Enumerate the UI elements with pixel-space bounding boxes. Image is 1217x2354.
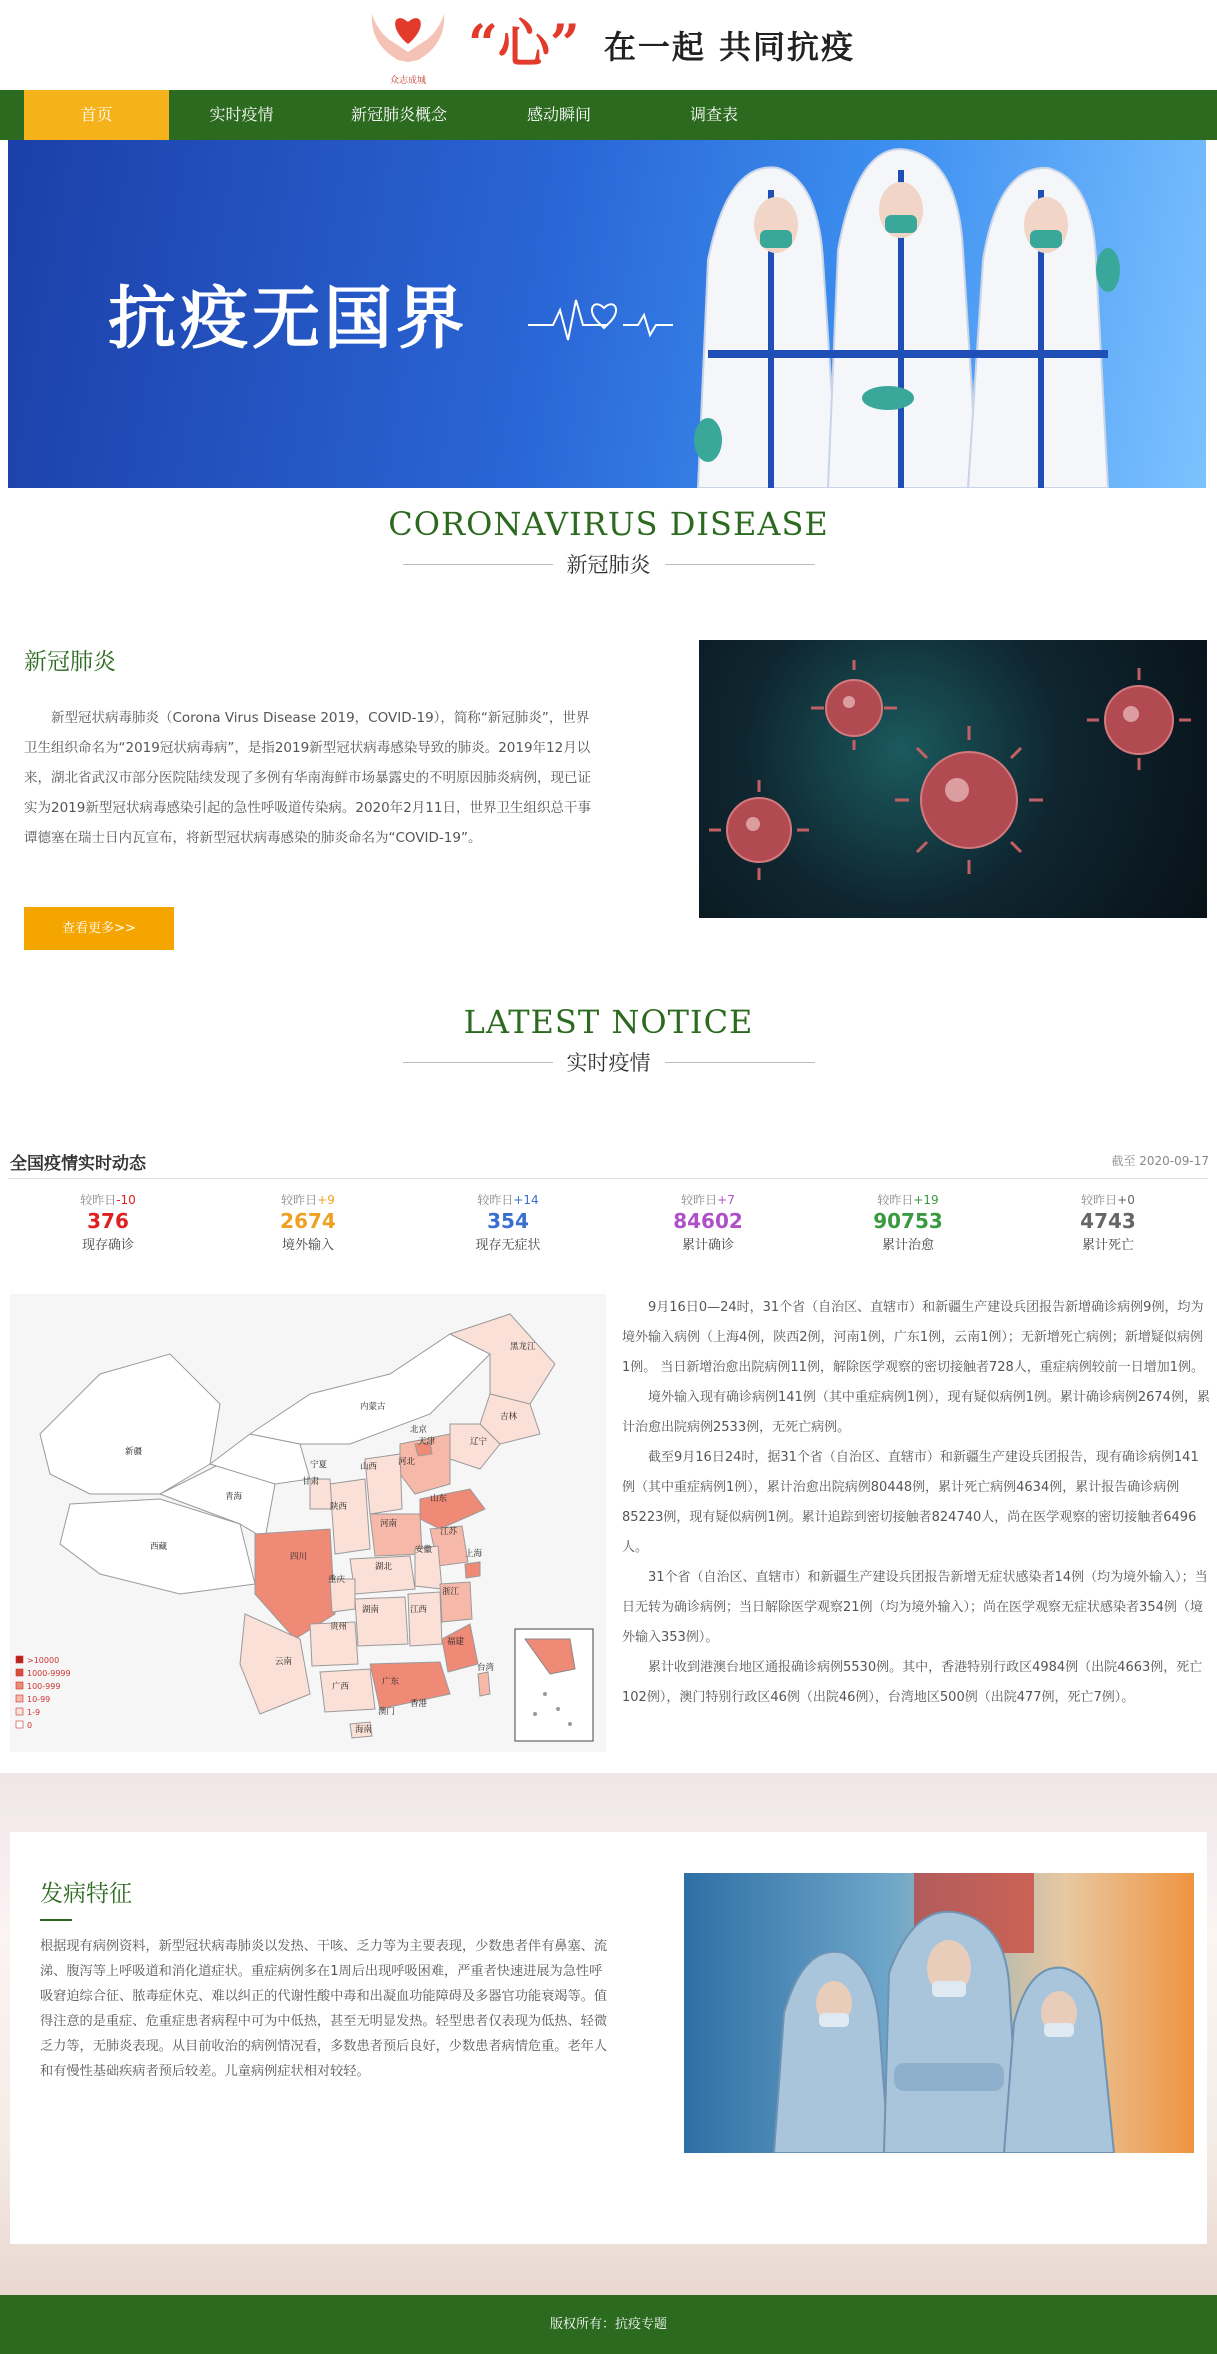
section-heading-notice xyxy=(0,1003,1217,1077)
map-province-label: 吉林 xyxy=(500,1412,518,1422)
stat-delta: +0 xyxy=(1117,1193,1135,1207)
realtime-date: 截至 2020-09-17 xyxy=(1111,1154,1209,1168)
stat-total-confirmed xyxy=(608,1191,808,1253)
nav-item-home[interactable]: 首页 xyxy=(24,90,169,140)
map-province-label: 湖南 xyxy=(362,1605,380,1615)
stats-row xyxy=(8,1191,1208,1253)
map-region-xinjiang xyxy=(40,1354,220,1494)
map-province-label: 福建 xyxy=(447,1637,465,1647)
map-province-label: 甘肃 xyxy=(302,1477,320,1487)
stat-asymptomatic xyxy=(408,1191,608,1253)
map-province-label: 江苏 xyxy=(440,1527,458,1537)
main-nav xyxy=(0,90,1217,140)
stat-delta: +14 xyxy=(513,1193,539,1207)
stat-delta: -10 xyxy=(116,1193,136,1207)
map-province-label: 陕西 xyxy=(330,1502,348,1512)
news-paragraph: 境外输入现有确诊病例141例（其中重症病例1例），现有疑似病例1例。累计确诊病例2674例，累计治愈出院病例2533例，无死亡病例。 xyxy=(622,1390,1210,1435)
map-province-label: 广东 xyxy=(382,1677,400,1687)
site-footer: 版权所有：抗疫专题 xyxy=(0,2295,1217,2354)
legend-swatch xyxy=(16,1708,23,1715)
news-paragraph: 31个省（自治区、直辖市）和新疆生产建设兵团报告新增无症状感染者14例（均为境外输入）；当日无转为确诊病例；当日解除医学观察21例（均为境外输入）；尚在医学观察无症状感染者354例（境外输入353例）。 xyxy=(622,1570,1208,1645)
news-paragraph: 累计收到港澳台地区通报确诊病例5530例。其中，香港特别行政区4984例（出院4663例，死亡102例），澳门特别行政区46例（出院46例），台湾地区500例（出院477例，死亡7例）。 xyxy=(622,1660,1203,1705)
stat-delta: +7 xyxy=(717,1193,735,1207)
map-region-shanghai xyxy=(465,1562,480,1578)
stat-label: 累计确诊 xyxy=(681,1238,734,1253)
legend-label: 1000-9999 xyxy=(27,1669,71,1678)
stat-current-confirmed xyxy=(8,1191,208,1253)
section-title-cn: 实时疫情 xyxy=(566,1051,651,1075)
legend-label: 10-99 xyxy=(27,1695,51,1704)
map-region-taiwan xyxy=(478,1672,490,1696)
stat-delta-prefix: 较昨日 xyxy=(681,1193,718,1207)
stat-value: 354 xyxy=(487,1209,529,1233)
map-region-sichuan xyxy=(255,1529,335,1639)
title-underline xyxy=(40,1919,72,1921)
stat-delta: +19 xyxy=(913,1193,939,1207)
brand-title: 在一起 共同抗疫 xyxy=(603,28,855,66)
divider xyxy=(665,1062,815,1063)
map-province-label: 上海 xyxy=(465,1549,483,1559)
map-province-label: 台湾 xyxy=(477,1663,495,1673)
map-province-label: 广西 xyxy=(332,1682,350,1692)
map-province-label: 山西 xyxy=(360,1462,378,1472)
divider xyxy=(665,564,815,565)
logo[interactable] xyxy=(362,2,454,88)
logo-text: 众志成城 xyxy=(389,76,426,86)
map-province-label: 北京 xyxy=(410,1425,428,1435)
legend-swatch xyxy=(16,1669,23,1676)
stat-total-cured xyxy=(808,1191,1008,1253)
section-title-cn: 新冠肺炎 xyxy=(566,553,651,577)
map-region-shaanxi xyxy=(330,1479,370,1554)
map-province-label: 香港 xyxy=(410,1699,428,1709)
stat-label: 累计治愈 xyxy=(881,1238,934,1253)
nav-item-moments[interactable]: 感动瞬间 xyxy=(526,105,591,124)
map-region-jiangxi xyxy=(408,1592,442,1646)
legend-swatch xyxy=(16,1695,23,1702)
stat-delta: +9 xyxy=(317,1193,335,1207)
map-province-label: 天津 xyxy=(418,1437,436,1447)
news-paragraph: 截至9月16日24时，据31个省（自治区、直辖市）和新疆生产建设兵团报告，现有确诊病例141例（其中重症病例1例），累计治愈出院病例80448例，累计死亡病例4634例，累计报告确诊病例85223例，现有疑似病例1例。累计追踪到密切接触者824740人，尚在医学观察的密切接触者6496人。 xyxy=(622,1450,1199,1555)
map-province-label: 浙江 xyxy=(442,1587,460,1597)
legend-label: >10000 xyxy=(27,1656,60,1665)
map-province-label: 河南 xyxy=(380,1519,398,1529)
stat-value: 2674 xyxy=(280,1209,336,1233)
map-province-label: 宁夏 xyxy=(310,1460,328,1470)
intro-text: 新型冠状病毒肺炎（Corona Virus Disease 2019，COVID-19），简称“新冠肺炎”，世界卫生组织命名为“2019冠状病毒病”，是指2019新型冠状病毒感染导致的肺炎。2019年12月以来，湖北省武汉市部分医院陆续发现了多例有华南海鲜市场暴露史的不明原因肺炎病例，现已证实为2019新型冠状病毒感染引起的急性呼吸道传染病。2020年2月11日，世界卫生组织总干事谭德塞在瑞士日内瓦宣布，将新型冠状病毒感染的肺炎命名为“COVID-19”。 xyxy=(24,710,591,846)
stat-value: 4743 xyxy=(1080,1209,1136,1233)
brand-quote: “心” xyxy=(468,14,580,75)
symptoms-text: 根据现有病例资料，新型冠状病毒肺炎以发热、干咳、乏力等为主要表现，少数患者伴有鼻塞、流涕、腹泻等上呼吸道和消化道症状。重症病例多在1周后出现呼吸困难，严重者快速进展为急性呼吸窘迫综合征、脓毒症休克、难以纠正的代谢性酸中毒和出凝血功能障碍及多器官功能衰竭等。值得注意的是重症、危重症患者病程中可为中低热，甚至无明显发热。轻型患者仅表现为低热、轻微乏力等，无肺炎表现。从目前收治的病例情况看，多数患者预后良好，少数患者病情危重。老年人和有慢性基础疾病者预后较差。儿童病例症状相对较轻。 xyxy=(40,1939,608,2079)
site-header xyxy=(0,0,1217,90)
stat-value: 376 xyxy=(87,1209,129,1233)
legend-swatch xyxy=(16,1656,23,1663)
intro-title: 新冠肺炎 xyxy=(24,649,116,675)
section-title-en: LATEST NOTICE xyxy=(463,1003,754,1041)
map-province-label: 内蒙古 xyxy=(360,1402,386,1412)
banner-title: 抗疫无国界 xyxy=(108,280,469,359)
symptoms-title: 发病特征 xyxy=(40,1881,132,1907)
map-province-label: 贵州 xyxy=(330,1622,348,1632)
stat-label: 境外输入 xyxy=(281,1238,334,1253)
map-province-label: 辽宁 xyxy=(470,1437,488,1447)
medical-staff-image xyxy=(684,1873,1194,2153)
virus-image xyxy=(699,640,1207,918)
map-province-label: 江西 xyxy=(410,1605,428,1615)
divider xyxy=(403,564,553,565)
map-province-label: 西藏 xyxy=(150,1542,168,1552)
stat-delta-prefix: 较昨日 xyxy=(281,1193,318,1207)
map-province-label: 湖北 xyxy=(375,1562,393,1572)
heart-hands-icon xyxy=(368,4,448,64)
hero-banner xyxy=(8,140,1206,488)
map-province-label: 澳门 xyxy=(378,1707,396,1717)
map-province-label: 四川 xyxy=(290,1552,308,1562)
map-province-label: 海南 xyxy=(355,1725,373,1735)
stat-value: 84602 xyxy=(673,1209,743,1233)
realtime-title: 全国疫情实时动态 xyxy=(10,1154,146,1174)
divider xyxy=(8,1178,1208,1179)
nav-item-realtime[interactable]: 实时疫情 xyxy=(209,105,274,124)
stat-label: 现存确诊 xyxy=(81,1238,134,1253)
stat-imported xyxy=(208,1191,408,1253)
stat-label: 现存无症状 xyxy=(475,1238,541,1253)
section-heading-disease xyxy=(0,505,1217,579)
stat-value: 90753 xyxy=(873,1209,943,1233)
map-province-label: 云南 xyxy=(275,1657,293,1667)
legend-label: 100-999 xyxy=(27,1682,61,1691)
stat-total-deaths xyxy=(1008,1191,1208,1253)
news-content xyxy=(622,1293,1210,1713)
view-more-button[interactable]: 查看更多>> xyxy=(24,907,174,950)
legend-swatch xyxy=(16,1682,23,1689)
legend-label: 0 xyxy=(27,1721,33,1730)
stat-delta-prefix: 较昨日 xyxy=(1081,1193,1118,1207)
news-paragraph: 9月16日0—24时，31个省（自治区、直辖市）和新疆生产建设兵团报告新增确诊病例9例，均为境外输入病例（上海4例，陕西2例，河南1例，广东1例，云南1例）；无新增死亡病例；新增疑似病例1例。 当日新增治愈出院病例11例，解除医学观察的密切接触者728人，重症病例较前一日增加1例。 xyxy=(622,1300,1205,1375)
map-province-label: 重庆 xyxy=(328,1575,346,1585)
stat-delta-prefix: 较昨日 xyxy=(877,1193,914,1207)
map-province-label: 新疆 xyxy=(125,1447,143,1457)
stat-label: 累计死亡 xyxy=(1081,1238,1134,1253)
stat-delta-prefix: 较昨日 xyxy=(477,1193,514,1207)
map-region-fujian xyxy=(442,1624,478,1672)
map-province-label: 山东 xyxy=(430,1494,448,1504)
legend-label: 1-9 xyxy=(27,1708,41,1717)
china-epidemic-map[interactable] xyxy=(10,1294,606,1752)
divider xyxy=(403,1062,553,1063)
nav-item-concept[interactable]: 新冠肺炎概念 xyxy=(350,105,447,124)
legend-swatch xyxy=(16,1721,23,1728)
map-province-label: 河北 xyxy=(398,1457,416,1467)
stat-delta-prefix: 较昨日 xyxy=(80,1193,117,1207)
map-province-label: 黑龙江 xyxy=(510,1342,536,1352)
nav-item-survey[interactable]: 调查表 xyxy=(689,105,738,124)
map-province-label: 青海 xyxy=(225,1492,243,1502)
map-province-label: 安徽 xyxy=(415,1545,433,1555)
section-title-en: CORONAVIRUS DISEASE xyxy=(388,505,829,543)
